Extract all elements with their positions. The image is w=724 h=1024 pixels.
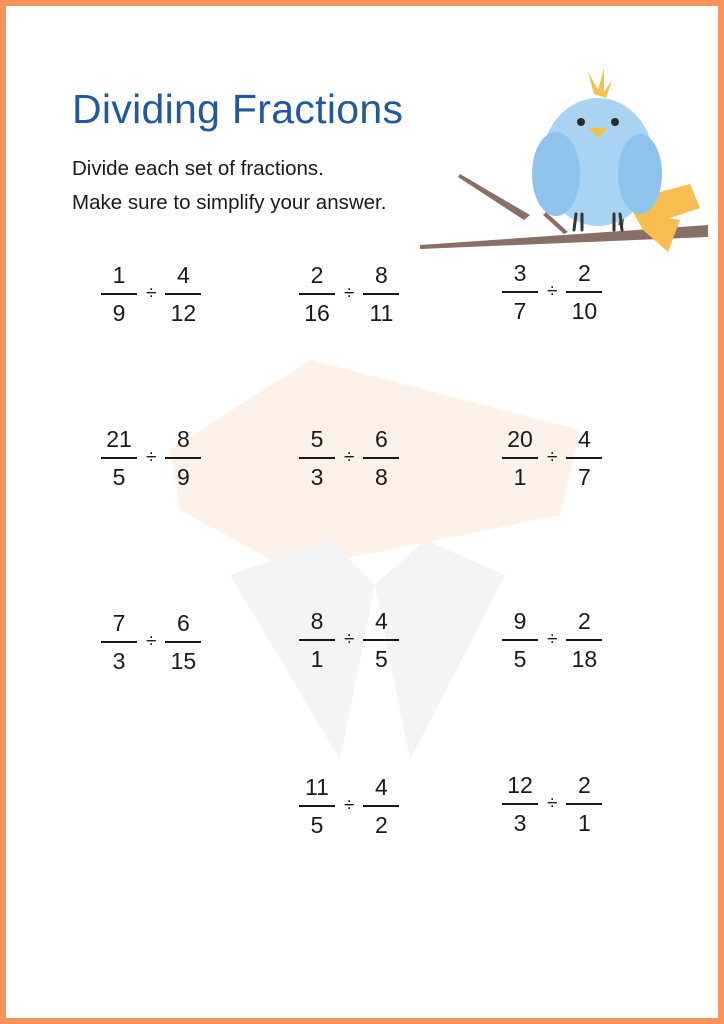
numerator: 9 — [513, 608, 527, 634]
bird-illustration — [418, 62, 718, 272]
fraction — [363, 608, 399, 672]
fraction-bar — [363, 293, 399, 295]
problem-3 — [502, 260, 602, 324]
numerator: 2 — [578, 260, 591, 286]
denominator: 12 — [170, 300, 197, 326]
denominator: 5 — [375, 646, 388, 672]
numerator: 6 — [177, 610, 190, 636]
numerator: 6 — [375, 426, 388, 452]
fraction — [566, 260, 602, 324]
denominator: 8 — [375, 464, 388, 490]
divide-icon: ÷ — [547, 281, 558, 302]
denominator: 18 — [571, 646, 598, 672]
divide-icon: ÷ — [547, 447, 558, 468]
fraction — [299, 774, 335, 838]
denominator: 9 — [112, 300, 126, 326]
divide-icon: ÷ — [547, 793, 558, 814]
divide-icon: ÷ — [344, 447, 355, 468]
problem-1 — [101, 262, 201, 326]
divide-icon: ÷ — [146, 447, 157, 468]
fraction-bar — [566, 803, 602, 805]
fraction — [165, 262, 201, 326]
numerator: 2 — [578, 608, 591, 634]
fraction — [502, 608, 538, 672]
fraction — [502, 772, 538, 836]
numerator: 1 — [112, 262, 126, 288]
denominator: 7 — [513, 298, 527, 324]
fraction-bar — [502, 639, 538, 641]
denominator: 3 — [310, 464, 324, 490]
numerator: 4 — [375, 608, 388, 634]
fraction — [566, 772, 602, 836]
numerator: 7 — [112, 610, 126, 636]
denominator: 1 — [310, 646, 324, 672]
fraction — [363, 774, 399, 838]
fraction-bar — [299, 293, 335, 295]
denominator: 1 — [578, 810, 591, 836]
fraction — [299, 262, 335, 326]
instruction-line: Divide each set of fractions. — [72, 157, 324, 180]
fraction-bar — [165, 641, 201, 643]
divide-icon: ÷ — [146, 631, 157, 652]
fraction-bar — [165, 457, 201, 459]
divide-icon: ÷ — [344, 283, 355, 304]
denominator: 5 — [310, 812, 324, 838]
denominator: 3 — [513, 810, 527, 836]
fraction-bar — [566, 291, 602, 293]
fraction — [299, 426, 335, 490]
denominator: 11 — [369, 300, 394, 326]
fraction — [101, 262, 137, 326]
problem-5 — [299, 426, 399, 490]
fraction — [299, 608, 335, 672]
fraction-bar — [566, 457, 602, 459]
numerator: 11 — [305, 774, 329, 800]
problem-11 — [502, 772, 602, 836]
fraction — [502, 260, 538, 324]
problem-7 — [101, 610, 201, 674]
fraction-bar — [566, 639, 602, 641]
numerator: 8 — [310, 608, 324, 634]
problem-9 — [502, 608, 602, 672]
numerator: 8 — [177, 426, 190, 452]
instruction-line: Make sure to simplify your answer. — [72, 191, 387, 214]
numerator: 4 — [375, 774, 388, 800]
denominator: 2 — [375, 812, 388, 838]
numerator: 21 — [106, 426, 132, 452]
denominator: 5 — [112, 464, 126, 490]
fraction-bar — [502, 803, 538, 805]
fraction-bar — [502, 457, 538, 459]
numerator: 2 — [578, 772, 591, 798]
fraction — [363, 262, 399, 326]
denominator: 1 — [513, 464, 527, 490]
problem-6 — [502, 426, 602, 490]
denominator: 3 — [112, 648, 126, 674]
divide-icon: ÷ — [547, 629, 558, 650]
denominator: 5 — [513, 646, 527, 672]
fraction-bar — [101, 641, 137, 643]
divide-icon: ÷ — [344, 629, 355, 650]
problem-10 — [299, 774, 399, 838]
numerator: 20 — [507, 426, 533, 452]
divide-icon: ÷ — [344, 795, 355, 816]
watermark-logo — [160, 340, 590, 760]
fraction-bar — [101, 293, 137, 295]
divide-icon: ÷ — [146, 283, 157, 304]
denominator: 16 — [304, 300, 330, 326]
numerator: 4 — [177, 262, 190, 288]
problem-2 — [299, 262, 399, 326]
numerator: 5 — [310, 426, 324, 452]
fraction-bar — [299, 639, 335, 641]
denominator: 7 — [578, 464, 591, 490]
instructions — [72, 152, 386, 220]
fraction-bar — [299, 457, 335, 459]
fraction — [165, 426, 201, 490]
numerator: 12 — [507, 772, 533, 798]
problem-8 — [299, 608, 399, 672]
denominator: 9 — [177, 464, 190, 490]
denominator: 15 — [170, 648, 197, 674]
page-title: Dividing Fractions — [72, 86, 404, 132]
fraction — [101, 426, 137, 490]
fraction — [101, 610, 137, 674]
fraction — [363, 426, 399, 490]
fraction — [566, 608, 602, 672]
fraction — [165, 610, 201, 674]
denominator: 10 — [571, 298, 598, 324]
fraction-bar — [363, 805, 399, 807]
numerator: 3 — [513, 260, 527, 286]
numerator: 4 — [578, 426, 591, 452]
fraction-bar — [502, 291, 538, 293]
numerator: 2 — [310, 262, 324, 288]
fraction — [566, 426, 602, 490]
fraction-bar — [165, 293, 201, 295]
fraction-bar — [363, 457, 399, 459]
numerator: 8 — [375, 262, 388, 288]
problem-4 — [101, 426, 201, 490]
fraction-bar — [101, 457, 137, 459]
fraction-bar — [299, 805, 335, 807]
fraction — [502, 426, 538, 490]
fraction-bar — [363, 639, 399, 641]
